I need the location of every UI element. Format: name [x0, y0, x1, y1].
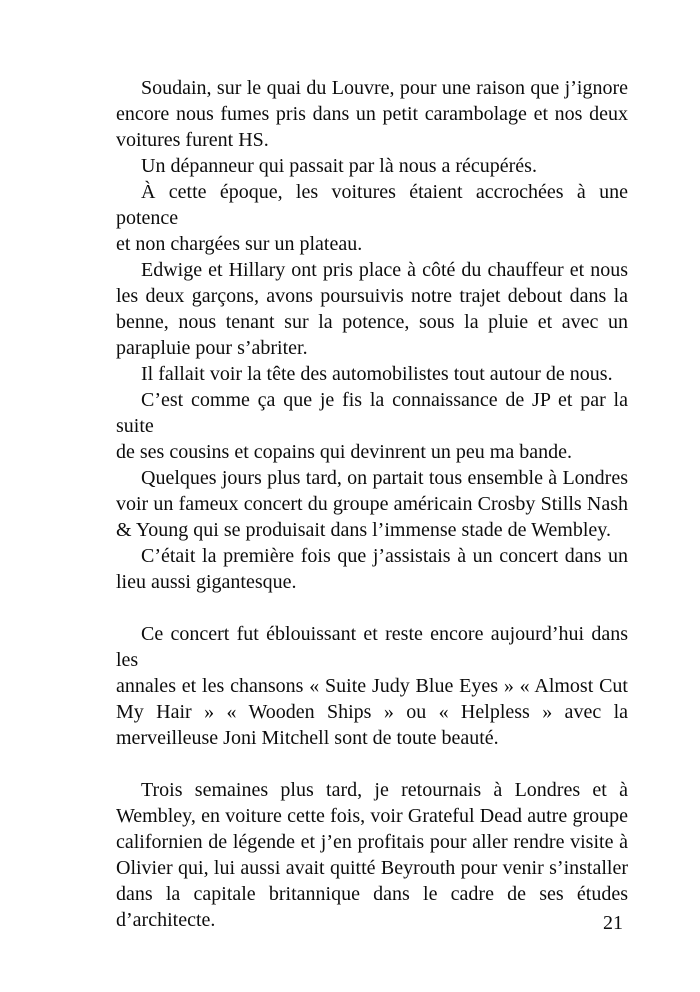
text-line: Soudain, sur le quai du Louvre, pour une raison que j’ignore	[141, 77, 628, 99]
text-line: Quelques jours plus tard, on partait tous ensemble à Londres	[141, 467, 628, 489]
text-line: Ce concert fut éblouissant et reste encore aujourd’hui dans les	[116, 623, 628, 671]
text-line: & Young qui se produisait dans l’immense stade de Wembley.	[116, 519, 611, 541]
text-line: dans la capitale britannique dans le cadre de ses études	[116, 883, 628, 905]
text-line: encore nous fumes pris dans un petit carambolage et nos deux	[116, 103, 628, 125]
text-line: annales et les chansons « Suite Judy Blue Eyes » « Almost Cut	[116, 675, 628, 697]
page-number: 21	[603, 912, 623, 934]
paragraph	[116, 465, 628, 543]
paragraph	[116, 257, 628, 361]
paragraph	[116, 387, 628, 465]
text-line: Wembley, en voiture cette fois, voir Grateful Dead autre groupe	[116, 805, 628, 827]
text-line: Edwige et Hillary ont pris place à côté du chauffeur et nous	[141, 259, 628, 281]
text-line: d’architecte.	[116, 909, 216, 931]
paragraph	[116, 179, 628, 257]
page-text	[116, 75, 628, 933]
text-line: My Hair » « Wooden Ships » ou « Helpless » avec la	[116, 701, 628, 723]
text-line: Olivier qui, lui aussi avait quitté Beyrouth pour venir s’installer	[116, 857, 628, 879]
text-line: voir un fameux concert du groupe américain Crosby Stills Nash	[116, 493, 628, 515]
text-line: merveilleuse Joni Mitchell sont de toute beauté.	[116, 727, 499, 749]
paragraph	[116, 621, 628, 751]
text-line: Un dépanneur qui passait par là nous a récupérés.	[141, 155, 537, 177]
paragraph	[116, 361, 628, 387]
text-line: et non chargées sur un plateau.	[116, 233, 363, 255]
paragraph	[116, 153, 628, 179]
text-line: Trois semaines plus tard, je retournais à Londres et à	[141, 779, 628, 801]
text-line: C’est comme ça que je fis la connaissance de JP et par la suite	[116, 389, 628, 437]
text-line: californien de légende et j’en profitais pour aller rendre visite à	[116, 831, 628, 853]
text-line: les deux garçons, avons poursuivis notre trajet debout dans la	[116, 285, 628, 307]
text-line: parapluie pour s’abriter.	[116, 337, 308, 359]
paragraph	[116, 543, 628, 595]
text-line: benne, nous tenant sur la potence, sous la pluie et avec un	[116, 311, 628, 333]
text-line: Il fallait voir la tête des automobilistes tout autour de nous.	[141, 363, 613, 385]
text-line: lieu aussi gigantesque.	[116, 571, 297, 593]
text-line: voitures furent HS.	[116, 129, 269, 151]
text-line: C’était la première fois que j’assistais à un concert dans un	[141, 545, 628, 567]
paragraph	[116, 75, 628, 153]
text-line: de ses cousins et copains qui devinrent un peu ma bande.	[116, 441, 572, 463]
text-line: À cette époque, les voitures étaient accrochées à une potence	[116, 181, 628, 229]
